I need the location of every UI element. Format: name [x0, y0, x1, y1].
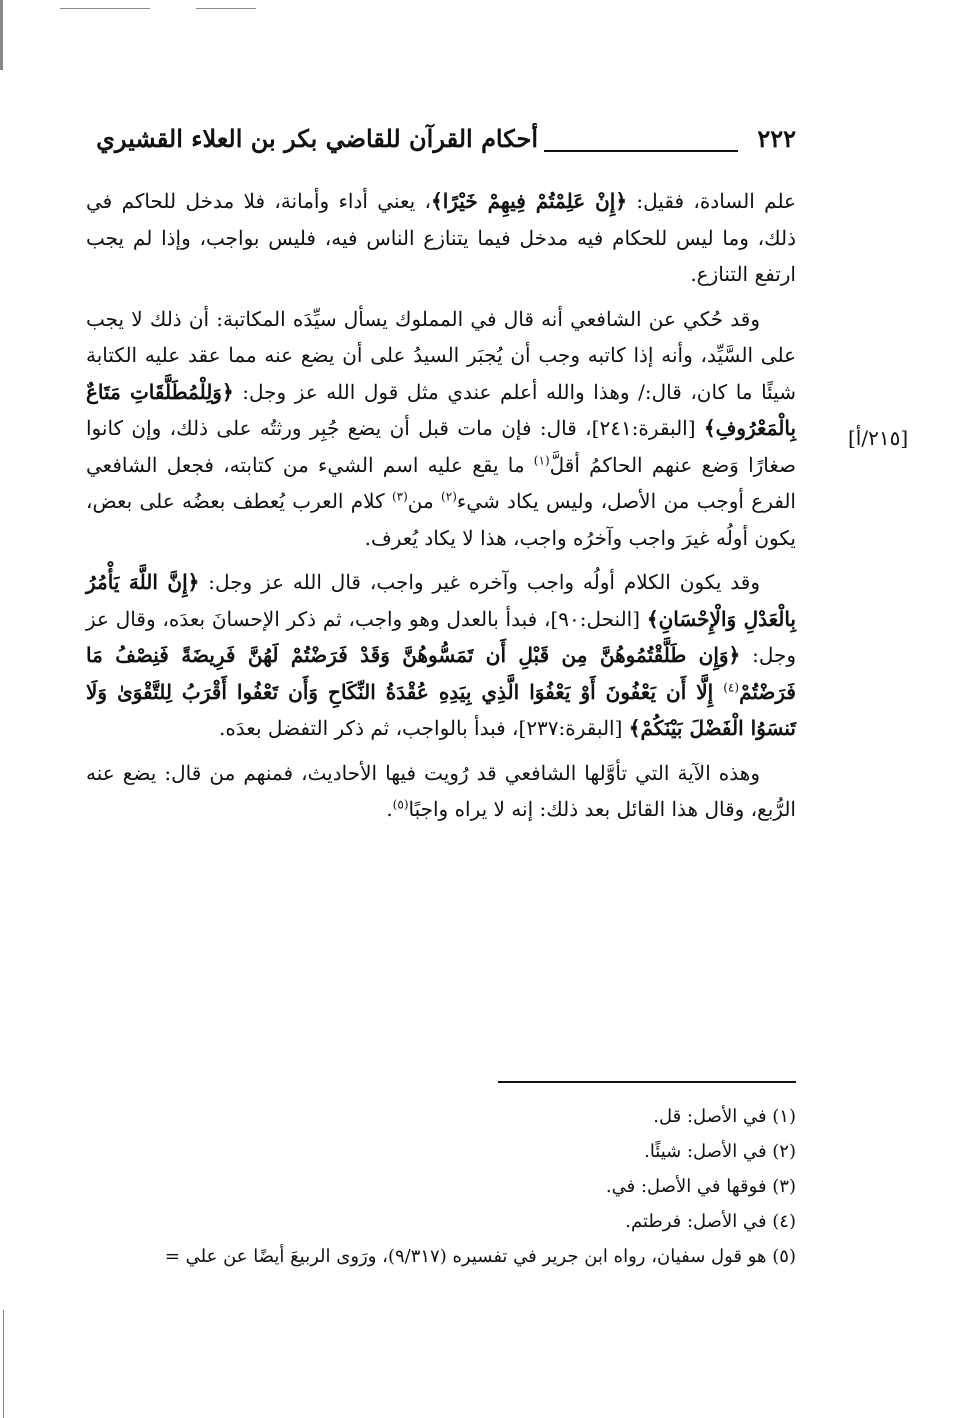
page-number: ٢٢٢: [757, 124, 796, 153]
quran-verse: ﴿إِنْ عَلِمْتُمْ فِيهِمْ خَيْرًا﴾: [430, 189, 628, 213]
text-segment: من: [407, 489, 442, 513]
footnote-ref[interactable]: (٥): [392, 797, 409, 812]
quran-verse: إِلَّا أَن يَعْفُونَ أَوْ يَعْفُوَا الَّذِي بِيَدِهِ عُقْدَةُ النِّكَاحِ وَأَن تَعْفُوا أَقْرَبُ لِلتَّقْوَىٰ وَلَا تَنسَوُا الْفَضْلَ بَيْنَكُمْ﴾: [86, 679, 796, 740]
paragraph: [86, 755, 796, 828]
text-segment: وقد يكون الكلام أولُه واجب وآخره غير واجب، قال الله عز وجل:: [199, 570, 760, 594]
quran-verse: ﴿وَلِلْمُطَلَّقَاتِ مَتَاعٌ بِالْمَعْرُوفِ﴾: [86, 379, 797, 440]
footnote: (١) في الأصل: قل.: [653, 1106, 796, 1127]
paragraph: [86, 564, 796, 747]
text-segment: .: [386, 797, 393, 821]
footnote-ref[interactable]: (٣): [391, 489, 408, 504]
text-segment: وقد حُكي عن الشافعي أنه قال في المملوك يسأل سيِّدَه المكاتبة: أن ذلك لا يجب على السَّيِّد، وأنه إذا كاتبه وجب أن يُجبَر السيدُ على أن يضع عنه مما عقد عليه الكتابة شيئًا ما كان، قال:/ وهذا والله أعلم عندي مثل قول الله عز وجل:: [86, 306, 796, 404]
crop-mark: [0, 0, 3, 70]
text-segment: ما يقع عليه اسم الشيء من كتابته، فجعل الشافعي الفرع أوجب من الأصل، وليس يكاد شيء: [86, 452, 796, 513]
crop-mark: [196, 8, 256, 9]
text-segment: كلام العرب يُعطف بعضُه على بعض، يكون أولُه غيرَ واجب وآخرُه واجب، هذا لا يكاد يُعرف.: [86, 489, 796, 550]
crop-mark: [60, 8, 150, 9]
quran-verse: ﴿إِنَّ اللَّهَ يَأْمُرُ بِالْعَدْلِ وَالْإِحْسَانِ﴾: [86, 570, 797, 631]
footnote-ref[interactable]: (٤): [723, 679, 740, 694]
footnote: (٤) في الأصل: فرطتم.: [625, 1211, 796, 1232]
manuscript-folio-marker: [٢١٥/أ]: [848, 426, 909, 450]
text-segment: علم السادة، فقيل:: [627, 189, 796, 213]
text-segment: [البقرة:٢٤١]، قال: فإن مات قبل أن يضع جُبِر ورثتُه على ذلك، وإن كانوا صغارًا وَضع عنهم الحاكمُ أقلَّ: [86, 416, 797, 477]
text-segment: [البقرة:٢٣٧]، فبدأ بالواجب، ثم ذكر التفضل بعدَه.: [218, 716, 629, 740]
footnote-ref[interactable]: (٢): [441, 489, 457, 504]
header-rule: [544, 150, 738, 152]
quran-verse: ﴿وَإِن طَلَّقْتُمُوهُنَّ مِن قَبْلِ أَن تَمَسُّوهُنَّ وَقَدْ فَرَضْتُمْ لَهُنَّ فَرِيضَةً فَنِصْفُ مَا فَرَضْتُمْ: [86, 643, 796, 704]
text-segment: وهذه الآية التي تأوَّلها الشافعي قد رُويت فيها الأحاديث، فمنهم من قال: يضع عنه الرُّبع، وقال هذا القائل بعد ذلك: إنه لا يراه واجبًا: [86, 760, 796, 821]
text-segment: [النحل:٩٠]، فبدأ بالعدل وهو واجب، ثم ذكر الإحسانَ بعدَه، وقال عز وجل:: [86, 606, 796, 667]
footnote: (٢) في الأصل: شيئًا.: [644, 1141, 796, 1162]
running-header: [86, 120, 796, 164]
paragraph: [86, 183, 796, 293]
footnote-ref[interactable]: (١): [533, 452, 550, 467]
footnote: (٣) فوقها في الأصل: في.: [605, 1176, 796, 1197]
crop-mark: [3, 1310, 4, 1418]
text-segment: ، يعني أداء وأمانة، فلا مدخل للحاكم في ذلك، وما ليس للحكام فيه مدخل فيما يتنازع الناس فيه، فليس بواجب، وإذا لم يجب ارتفع التنازع.: [86, 189, 796, 286]
footnote: (٥) هو قول سفيان، رواه ابن جرير في تفسيره (٩/٣١٧)، ورَوى الربيعَ أيضًا عن علي =: [164, 1246, 796, 1267]
footnote-separator: [498, 1081, 796, 1083]
main-text: [86, 183, 796, 836]
footnotes: [86, 1099, 796, 1274]
book-title: أحكام القرآن للقاضي بكر بن العلاء القشيري: [96, 124, 538, 153]
paragraph: [86, 301, 796, 557]
